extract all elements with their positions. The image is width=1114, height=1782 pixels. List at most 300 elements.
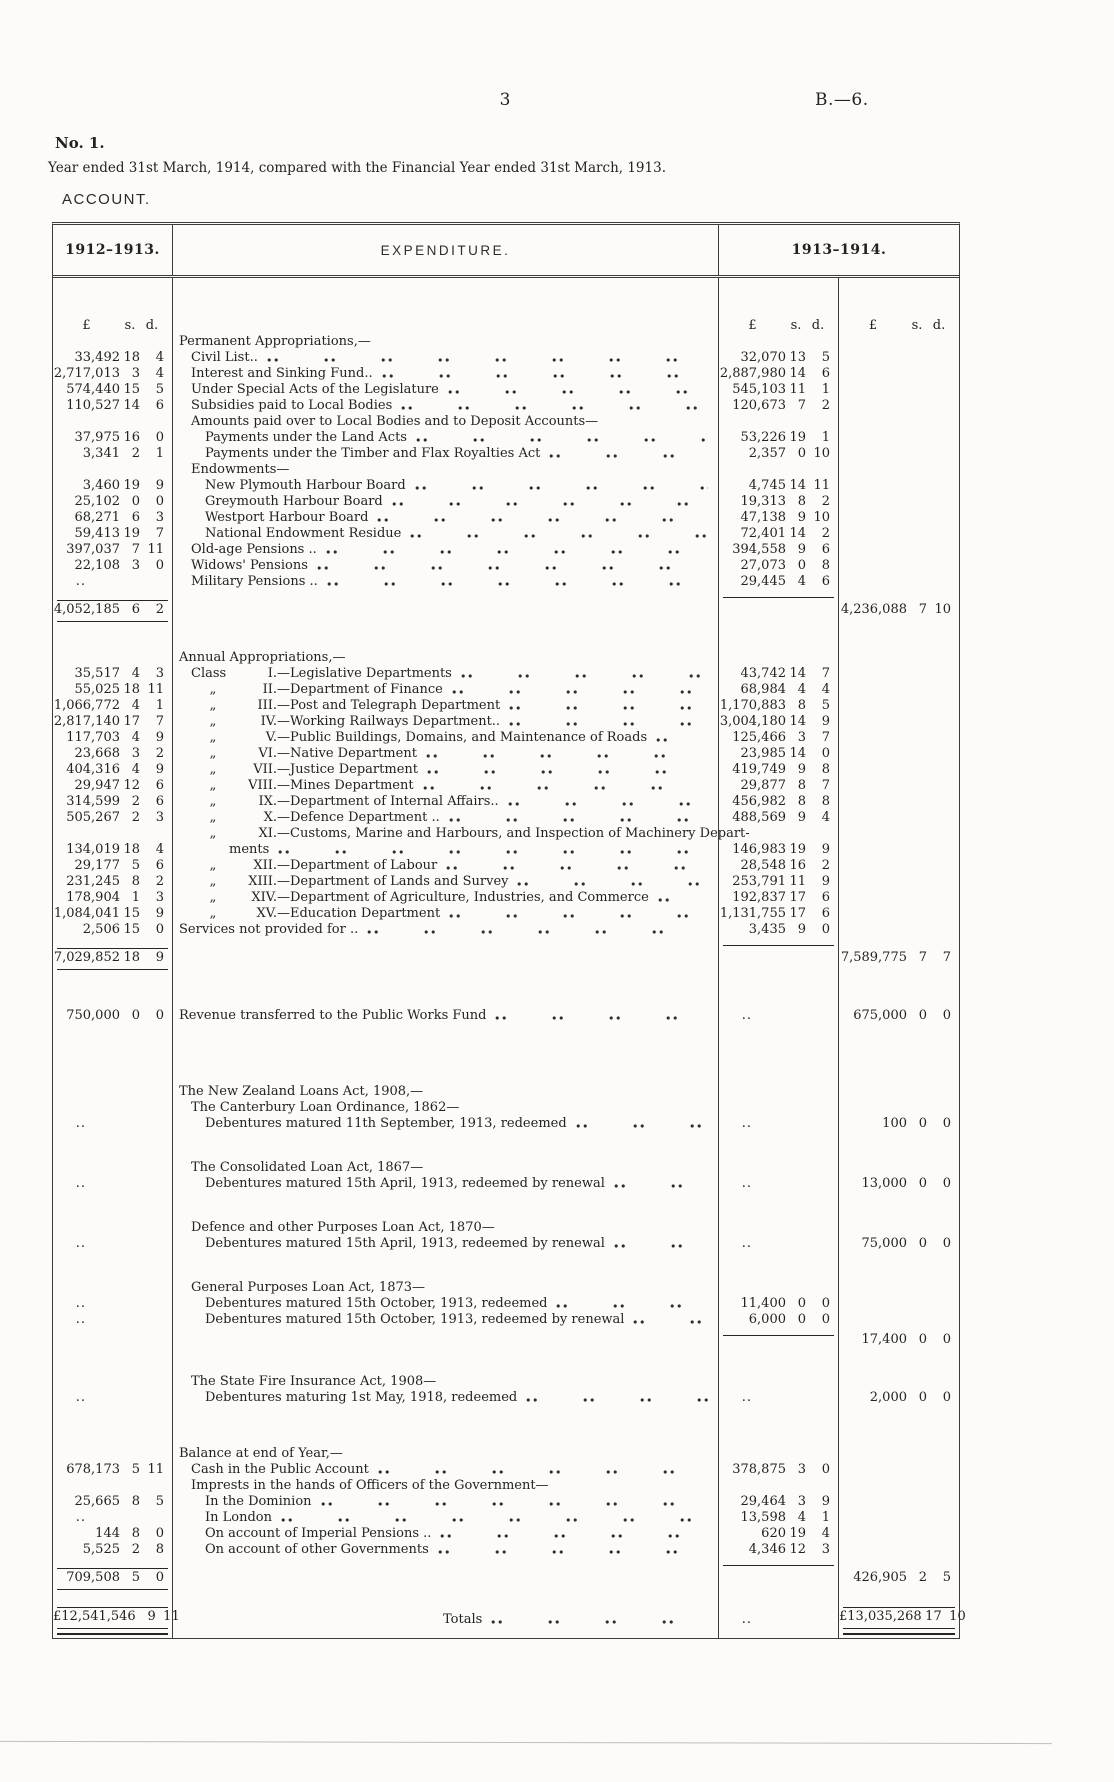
cell-1913-1914-total <box>839 1220 959 1236</box>
row-label-text: National Endowment Residue <box>205 526 402 541</box>
cell-expenditure <box>173 1100 719 1116</box>
cell-1912-1913 <box>53 810 173 826</box>
cell-1913-1914-detail <box>719 478 839 494</box>
section-heading: Annual Appropriations,— <box>179 650 346 665</box>
amount-1912-1913: 1,084,041 15 9 <box>53 906 164 921</box>
row-label <box>173 494 718 510</box>
amount-1913-1914-detail: 120,673 7 2 <box>732 398 830 413</box>
table-row <box>53 1132 959 1160</box>
cell-1913-1914-total <box>839 1236 959 1252</box>
cell-expenditure <box>173 414 719 430</box>
cell-1913-1914-detail <box>719 1602 839 1638</box>
cell-expenditure <box>173 1406 719 1446</box>
cell-1912-1913 <box>53 446 173 462</box>
dot-leader <box>410 526 708 542</box>
row-label-text: On account of other Governments <box>205 1542 429 1557</box>
cell-expenditure <box>173 650 719 666</box>
cell-expenditure <box>173 1280 719 1296</box>
table-row <box>53 510 959 526</box>
subtotal-amount: 4,052,185 6 2 <box>53 602 164 617</box>
row-label <box>173 1526 718 1542</box>
cell-1912-1913 <box>53 1116 173 1132</box>
table-row <box>53 278 959 318</box>
cell-1913-1914-detail <box>719 1352 839 1374</box>
row-label-text: Widows' Pensions <box>191 558 308 573</box>
row-label-text: Under Special Acts of the Legislature <box>191 382 439 397</box>
item-number: No. 1. <box>55 134 105 152</box>
cell-expenditure <box>173 810 719 826</box>
class-row-label <box>173 858 718 874</box>
cell-1913-1914-total <box>839 1008 959 1024</box>
class-row-label <box>173 874 718 890</box>
cell-1913-1914-detail <box>719 1462 839 1478</box>
cell-1913-1914-total <box>839 1542 959 1558</box>
cell-1913-1914-total <box>839 1374 959 1390</box>
amount-1912-1913: .. <box>75 1236 86 1251</box>
cell-1913-1914-detail <box>719 730 839 746</box>
class-name: —Department of Agriculture, Industries, and Commerce <box>277 890 649 905</box>
amount-1913-1914-detail: 545,103 11 1 <box>732 382 830 397</box>
class-row-label <box>173 730 718 746</box>
cell-1912-1913 <box>53 590 173 630</box>
cell-1912-1913 <box>53 1296 173 1312</box>
cell-1913-1914-detail <box>719 1160 839 1176</box>
cell-1913-1914-total <box>839 430 959 446</box>
cell-1913-1914-total <box>839 350 959 366</box>
cell-1912-1913 <box>53 1008 173 1024</box>
cell-1913-1914-detail <box>719 746 839 762</box>
section-heading: General Purposes Loan Act, 1873— <box>191 1280 426 1295</box>
cell-1913-1914-detail <box>719 430 839 446</box>
cell-1913-1914-detail <box>719 922 839 938</box>
cell-1913-1914-total <box>839 666 959 682</box>
amount-1912-1913: 1,066,772 4 1 <box>53 698 164 713</box>
cell-1913-1914-total <box>839 558 959 574</box>
section-heading: The Consolidated Loan Act, 1867— <box>191 1160 424 1175</box>
amount-1913-1914-detail: 29,464 3 9 <box>740 1494 830 1509</box>
cell-expenditure <box>173 430 719 446</box>
account-label: ACCOUNT. <box>62 191 151 208</box>
cell-1912-1913 <box>53 1602 180 1638</box>
cell-1913-1914-total <box>839 1510 959 1526</box>
cell-1912-1913 <box>53 278 173 318</box>
cell-1913-1914-detail <box>719 1280 839 1296</box>
ditto-mark: „ <box>209 858 217 873</box>
cell-1912-1913 <box>53 1542 173 1558</box>
amount-1912-1913: 2,506 15 0 <box>82 922 164 937</box>
cell-1913-1914-total <box>839 682 959 698</box>
table-row <box>53 590 959 630</box>
table-row <box>53 1280 959 1296</box>
amount-1913-1914-detail: 72,401 14 2 <box>740 526 830 541</box>
total-rule <box>57 621 168 622</box>
cell-1912-1913 <box>53 1478 173 1494</box>
grand-total-1913-1914 <box>839 1602 966 1638</box>
amount-1912-1913: 314,599 2 6 <box>66 794 164 809</box>
amount-1913-1914-total: 2,000 0 0 <box>869 1390 951 1405</box>
cell-1912-1913 <box>53 874 173 890</box>
grand-total-1912-1913 <box>53 1602 180 1638</box>
amount-1913-1914-detail: 11,400 0 0 <box>740 1296 830 1311</box>
dot-leader <box>327 574 708 590</box>
cell-expenditure <box>173 462 719 478</box>
table-row <box>53 1176 959 1192</box>
amount-1912-1913: 25,665 8 5 <box>74 1494 164 1509</box>
amount-1912-1913: .. <box>75 1312 86 1327</box>
table-row <box>53 978 959 1008</box>
amount-1913-1914-detail: 419,749 9 8 <box>732 762 830 777</box>
class-name: —Department of Finance <box>277 682 443 697</box>
table-row <box>53 1296 959 1312</box>
cell-1912-1913 <box>53 1160 173 1176</box>
cell-1913-1914-detail <box>719 558 839 574</box>
cell-1913-1914-detail <box>719 794 839 810</box>
amount-1913-1914-detail: 32,070 13 5 <box>740 350 830 365</box>
class-row-label <box>173 666 718 682</box>
class-name: —Department of Lands and Survey <box>277 874 509 889</box>
row-label <box>173 1494 718 1510</box>
cell-1912-1913 <box>53 526 173 542</box>
class-numeral: IV. <box>260 714 277 729</box>
cell-1912-1913 <box>53 1328 173 1352</box>
class-name: —Justice Department <box>277 762 418 777</box>
cell-1912-1913 <box>53 494 173 510</box>
amount-1912-1913: 574,440 15 5 <box>66 382 164 397</box>
amount-1912-1913: 110,527 14 6 <box>66 398 164 413</box>
row-label <box>173 558 718 574</box>
table-row <box>53 630 959 650</box>
table-row <box>53 1374 959 1390</box>
class-row-label <box>173 746 718 762</box>
row-label-text: In London <box>205 1510 272 1525</box>
cell-expenditure <box>173 478 719 494</box>
amount-1912-1913: .. <box>75 1296 86 1311</box>
cell-1913-1914-detail <box>719 366 839 382</box>
table-row <box>53 1558 959 1598</box>
amount-1913-1914-detail: 43,742 14 7 <box>740 666 830 681</box>
row-label-text: Debentures matured 15th April, 1913, redeemed by renewal <box>205 1236 605 1251</box>
grand-total-amount: £12,541,546 9 11 <box>53 1609 180 1625</box>
table-row <box>53 1542 959 1558</box>
row-label <box>173 526 718 542</box>
cell-expenditure <box>173 1192 719 1220</box>
dot-leader <box>326 542 708 558</box>
row-label-text: Old-age Pensions .. <box>191 542 317 557</box>
subtotal-1912-1913 <box>53 1558 172 1598</box>
table-row <box>53 350 959 366</box>
cell-1912-1913 <box>53 978 173 1008</box>
ditto-mark: „ <box>209 730 217 745</box>
cell-expenditure <box>173 1374 719 1390</box>
table-row <box>53 526 959 542</box>
row-label-text: Civil List.. <box>191 350 258 365</box>
cell-1912-1913 <box>53 1462 173 1478</box>
cell-1913-1914-detail <box>719 1008 839 1024</box>
total-rule <box>843 1607 955 1608</box>
amount-1913-1914-detail: 3,004,180 14 9 <box>719 714 830 729</box>
cell-1913-1914-detail <box>719 1296 839 1312</box>
cell-1913-1914-total <box>839 382 959 398</box>
section-heading: Amounts paid over to Local Bodies and to Deposit Accounts— <box>191 414 599 429</box>
cell-1913-1914-detail <box>719 1328 839 1352</box>
amount-1912-1913: 23,668 3 2 <box>74 746 164 761</box>
cell-1913-1914-detail <box>719 1542 839 1558</box>
table-row <box>53 1602 966 1638</box>
cell-1913-1914-total <box>839 526 959 542</box>
cell-1913-1914-total <box>839 398 959 414</box>
cell-1913-1914-detail <box>719 318 839 334</box>
table-row <box>53 1494 959 1510</box>
class-row-label <box>173 906 718 922</box>
double-total-rule <box>57 1628 168 1635</box>
row-label <box>173 1390 718 1406</box>
dot-leader <box>415 478 708 494</box>
row-label <box>173 1510 718 1526</box>
money-column-heads: £ s. d. <box>82 318 159 333</box>
cell-1912-1913 <box>53 1220 173 1236</box>
table-row <box>53 414 959 430</box>
row-label <box>173 1296 718 1312</box>
cell-1913-1914-total <box>839 890 959 906</box>
class-numeral: XIII. <box>248 874 277 889</box>
cell-1913-1914-detail <box>719 1084 839 1100</box>
cell-1913-1914-total <box>839 810 959 826</box>
dot-leader <box>452 682 708 698</box>
cell-1912-1913 <box>53 1236 173 1252</box>
cell-1912-1913 <box>53 318 173 334</box>
amount-1913-1914-detail: 29,877 8 7 <box>740 778 830 793</box>
cell-1913-1914-total <box>839 446 959 462</box>
cell-1913-1914-detail <box>719 494 839 510</box>
table-row <box>53 1328 959 1352</box>
amount-1912-1913: 55,025 18 11 <box>74 682 164 697</box>
subtotal-1912-1913 <box>53 590 172 630</box>
dot-leader <box>401 398 708 414</box>
cell-expenditure <box>173 1296 719 1312</box>
amount-1913-1914-detail: .. <box>741 1176 752 1191</box>
cell-1912-1913 <box>53 906 173 922</box>
class-row-label <box>173 778 718 794</box>
amount-1913-1914-detail: 53,226 19 1 <box>740 430 830 445</box>
total-rule <box>57 1589 168 1590</box>
cell-1913-1914-detail <box>719 1252 839 1280</box>
cell-1913-1914-total <box>839 1406 959 1446</box>
table-row <box>53 1390 959 1406</box>
cell-expenditure <box>173 938 719 978</box>
cell-1912-1913 <box>53 1494 173 1510</box>
row-label-text: ments <box>229 842 270 857</box>
cell-1913-1914-detail <box>719 666 839 682</box>
cell-1913-1914-detail <box>719 810 839 826</box>
cell-1912-1913 <box>53 778 173 794</box>
cell-1913-1914-total <box>839 1024 959 1084</box>
amount-1912-1913: 2,717,013 3 4 <box>53 366 164 381</box>
table-row <box>53 1406 959 1446</box>
table-row <box>53 714 959 730</box>
row-label-text: Debentures maturing 1st May, 1918, redeemed <box>205 1390 518 1405</box>
cell-expenditure <box>173 1494 719 1510</box>
table-row <box>53 1510 959 1526</box>
cell-1912-1913 <box>53 1280 173 1296</box>
class-numeral: X. <box>263 810 277 825</box>
totals-label-row <box>173 1602 718 1638</box>
cell-expenditure <box>173 1312 719 1328</box>
cell-expenditure <box>173 318 719 334</box>
dot-leader <box>576 1116 708 1132</box>
subtotal-1913-1914-total: 4,236,088 7 10 <box>840 602 951 617</box>
row-label <box>173 1008 718 1024</box>
cell-1913-1914-total <box>839 1116 959 1132</box>
cell-expenditure <box>173 1446 719 1462</box>
row-label-text: Payments under the Land Acts <box>205 430 407 445</box>
dot-leader <box>416 430 708 446</box>
row-label <box>173 1462 718 1478</box>
cell-1912-1913 <box>53 1558 173 1598</box>
row-label <box>173 382 718 398</box>
cell-1913-1914-detail <box>719 1510 839 1526</box>
row-label-text: Debentures matured 11th September, 1913, redeemed <box>205 1116 567 1131</box>
amount-1912-1913: 35,517 4 3 <box>74 666 164 681</box>
cell-expenditure <box>173 630 719 650</box>
cell-expenditure <box>173 666 719 682</box>
cell-1913-1914-detail <box>719 874 839 890</box>
row-label <box>173 1312 718 1328</box>
amount-1913-1914-detail: 488,569 9 4 <box>732 810 830 825</box>
cell-1913-1914-detail <box>719 978 839 1008</box>
cell-1913-1914-detail <box>719 842 839 858</box>
cell-1912-1913 <box>53 890 173 906</box>
ditto-mark: „ <box>209 890 217 905</box>
cell-1912-1913 <box>53 1446 173 1462</box>
class-numeral: XI. <box>258 826 277 841</box>
cell-1913-1914-detail <box>719 938 839 978</box>
dot-leader <box>449 906 708 922</box>
cell-1913-1914-total <box>839 630 959 650</box>
cell-1913-1914-detail <box>719 350 839 366</box>
cell-1913-1914-detail <box>719 1024 839 1084</box>
dot-leader <box>491 1612 708 1628</box>
cell-expenditure <box>173 1084 719 1100</box>
row-label-text: Subsidies paid to Local Bodies <box>191 398 393 413</box>
dot-leader <box>633 1312 708 1328</box>
amount-1913-1914-total: 75,000 0 0 <box>861 1236 951 1251</box>
dot-leader <box>281 1510 708 1526</box>
cell-1912-1913 <box>53 334 173 350</box>
dot-leader <box>658 890 708 906</box>
cell-1913-1914-total <box>839 978 959 1008</box>
cell-1912-1913 <box>53 650 173 666</box>
amount-1913-1914-detail: 19,313 8 2 <box>740 494 830 509</box>
amount-1912-1913: .. <box>75 574 86 589</box>
table-row <box>53 494 959 510</box>
class-name: —Education Department <box>277 906 441 921</box>
row-label <box>173 1542 718 1558</box>
cell-expenditure <box>173 278 719 318</box>
row-label <box>173 510 718 526</box>
cell-1912-1913 <box>53 414 173 430</box>
amount-1913-1914-detail: 146,983 19 9 <box>732 842 830 857</box>
cell-1913-1914-total <box>839 1526 959 1542</box>
class-name: —Native Department <box>277 746 417 761</box>
cell-1912-1913 <box>53 350 173 366</box>
total-rule <box>57 1568 168 1569</box>
amount-1912-1913: 231,245 8 2 <box>66 874 164 889</box>
cell-1913-1914-total <box>839 874 959 890</box>
dot-leader <box>440 1526 708 1542</box>
cell-expenditure <box>173 858 719 874</box>
amount-1913-1914-detail: 2,887,980 14 6 <box>719 366 830 381</box>
cell-1913-1914-total <box>839 1132 959 1160</box>
amount-1912-1913: 22,108 3 0 <box>74 558 164 573</box>
class-numeral: IX. <box>258 794 277 809</box>
cell-1913-1914-total <box>839 1446 959 1462</box>
cell-1913-1914-detail <box>719 1116 839 1132</box>
amount-1913-1914-detail: 2,357 0 10 <box>748 446 830 461</box>
amount-1913-1914-detail: 6,000 0 0 <box>748 1312 830 1327</box>
cell-expenditure <box>173 1160 719 1176</box>
cell-1913-1914-detail <box>719 1132 839 1160</box>
cell-expenditure <box>173 1526 719 1542</box>
row-label <box>173 478 718 494</box>
cell-1913-1914-detail <box>719 906 839 922</box>
double-total-rule <box>843 1628 955 1635</box>
cell-1913-1914-total <box>839 494 959 510</box>
dot-leader <box>426 746 708 762</box>
cell-expenditure <box>173 1116 719 1132</box>
amount-1913-1914-detail: 3,435 9 0 <box>748 922 830 937</box>
cell-1913-1914-detail <box>719 1236 839 1252</box>
cell-1912-1913 <box>53 746 173 762</box>
amount-1913-1914-detail: 394,558 9 6 <box>732 542 830 557</box>
cell-1913-1914-total <box>839 1192 959 1220</box>
class-numeral: XV. <box>256 906 277 921</box>
dot-leader <box>278 842 708 858</box>
cell-expenditure <box>173 1176 719 1192</box>
class-numeral: III. <box>257 698 277 713</box>
cell-1913-1914-total <box>839 938 959 978</box>
cell-expenditure <box>173 826 750 842</box>
row-label <box>173 842 718 858</box>
cell-expenditure <box>173 446 719 462</box>
cell-1913-1914-total <box>839 414 959 430</box>
row-label <box>173 542 718 558</box>
class-name: —Department of Internal Affairs.. <box>277 794 499 809</box>
cell-1913-1914-detail <box>719 858 839 874</box>
table-row <box>53 826 959 842</box>
table-row <box>53 542 959 558</box>
amount-1913-1914-detail: 23,985 14 0 <box>740 746 830 761</box>
section-heading: The Canterbury Loan Ordinance, 1862— <box>191 1100 460 1115</box>
amount-1913-1914-detail: .. <box>741 1236 752 1251</box>
amount-1913-1914-detail: .. <box>741 1116 752 1131</box>
cell-expenditure <box>173 762 719 778</box>
class-numeral: VI. <box>258 746 277 761</box>
amount-1912-1913: 25,102 0 0 <box>74 494 164 509</box>
table-row <box>53 746 959 762</box>
cell-1912-1913 <box>53 1252 173 1280</box>
cell-1912-1913 <box>53 666 173 682</box>
table-row <box>53 762 959 778</box>
cell-1913-1914-detail <box>719 1526 839 1542</box>
cell-1912-1913 <box>53 398 173 414</box>
row-label-text: Greymouth Harbour Board <box>205 494 383 509</box>
table-row <box>53 1220 959 1236</box>
ditto-mark: „ <box>209 810 217 825</box>
cell-1912-1913 <box>53 1390 173 1406</box>
cell-1912-1913 <box>53 1132 173 1160</box>
subtotal-1913-1914-total: 7,589,775 7 7 <box>840 950 951 965</box>
cell-1912-1913 <box>53 1406 173 1446</box>
